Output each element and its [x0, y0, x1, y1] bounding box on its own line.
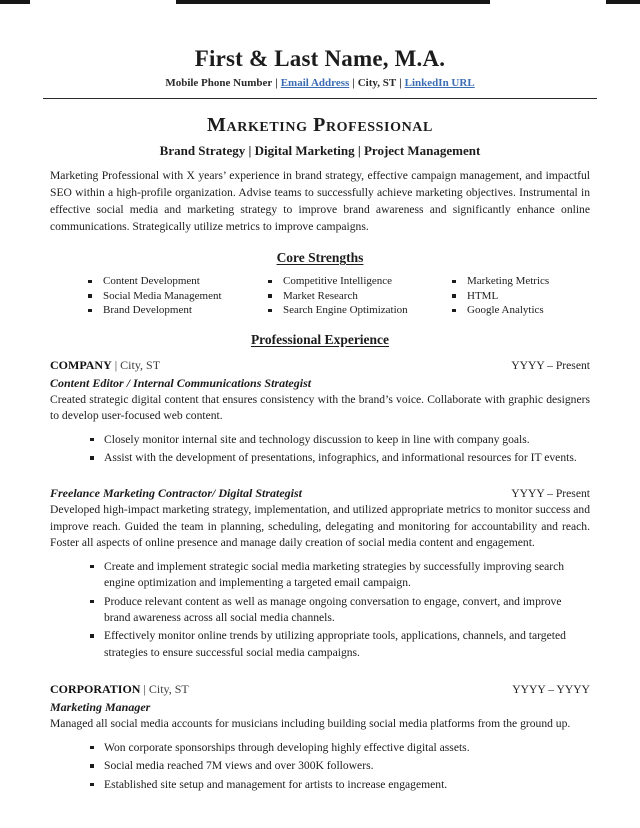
- job-company-row: [50, 681, 590, 698]
- core-strengths-heading: Core Strengths: [276, 250, 364, 266]
- candidate-name: First & Last Name, M.A.: [194, 46, 446, 71]
- strength-item: Marketing Metrics: [452, 274, 590, 289]
- company-line: [50, 357, 160, 373]
- top-edge-mark-right: [606, 0, 640, 4]
- top-edge-mark-left: [0, 0, 30, 4]
- job-bullet-list: [50, 740, 590, 793]
- strength-item: Search Engine Optimization: [268, 303, 452, 318]
- header-divider: [43, 98, 597, 99]
- job-bullet: Social media reached 7M views and over 300K followers.: [50, 758, 590, 774]
- strength-item: HTML: [452, 289, 590, 304]
- contact-separator: |: [399, 77, 402, 90]
- job-summary: Created strategic digital content that ensures consistency with the brand’s voice. Collaborate with graphic designers to develop user-focused web content.: [50, 392, 590, 423]
- strengths-column-2: [268, 274, 452, 318]
- company-line: [50, 681, 189, 697]
- contact-separator: |: [275, 77, 278, 90]
- strength-item: Social Media Management: [88, 289, 268, 304]
- strength-item: Competitive Intelligence: [268, 274, 452, 289]
- company-name: COMPANY: [50, 358, 112, 372]
- contact-line: [50, 77, 590, 89]
- job-bullet: Effectively monitor online trends by utilizing appropriate tools, applications, channels, and targeted strategies to ensure successful social media campaigns.: [50, 628, 590, 661]
- summary-paragraph: Marketing Professional with X years’ experience in brand strategy, effective campaign management, and impactful SEO within a high-profile organization. Advise teams to successfully achieve marketing objectives. Instrumental in effective social media and marketing strategy to improve brand awareness and significantly enhance online communications. Strategically utilize metrics to improve campaigns.: [50, 169, 590, 234]
- strength-item: Brand Development: [88, 303, 268, 318]
- profile-title: Marketing Professional: [207, 114, 433, 137]
- company-name: CORPORATION: [50, 682, 141, 697]
- specialties-line: Brand Strategy | Digital Marketing | Project Management: [159, 143, 481, 159]
- job-bullet-list: [50, 432, 590, 467]
- job-summary: Managed all social media accounts for musicians including building social media platforms from the ground up.: [50, 717, 571, 731]
- job-company-row: [50, 357, 590, 374]
- job-title: Freelance Marketing Contractor/ Digital Strategist: [50, 485, 303, 500]
- job-dates: YYYY – Present: [511, 359, 590, 372]
- job-entry-1: [50, 357, 590, 467]
- job-bullet: Established site setup and management for artists to increase engagement.: [50, 777, 590, 793]
- location-text: City, ST: [357, 77, 397, 90]
- company-location: | City, ST: [143, 682, 189, 697]
- job-dates: YYYY – YYYY: [512, 683, 590, 697]
- professional-experience-heading: Professional Experience: [250, 332, 390, 347]
- core-strengths-columns: [50, 274, 590, 318]
- strengths-column-1: [88, 274, 268, 318]
- job-title-row: [50, 484, 590, 502]
- strength-item: Google Analytics: [452, 303, 590, 318]
- job-summary: Developed high-impact marketing strategy, implementation, and utilized appropriate metrics to monitor success and improve reach. Guided the team in planning, scheduling, delegating and monitoring for accountability and reach. Foster all aspects of online presence and manage daily creation of social media content and engagement.: [50, 503, 590, 550]
- company-location: | City, ST: [114, 358, 161, 372]
- phone-text: Mobile Phone Number: [165, 77, 273, 90]
- strength-item: Content Development: [88, 274, 268, 289]
- job-entry-3: [50, 681, 590, 793]
- contact-separator: |: [352, 77, 355, 90]
- job-bullet: Closely monitor internal site and technology discussion to keep in line with company goals.: [50, 432, 590, 448]
- job-title: Content Editor / Internal Communications Strategist: [50, 375, 312, 390]
- top-edge-mark-middle: [176, 0, 490, 4]
- job-bullet: Won corporate sponsorships through developing highly effective digital assets.: [50, 740, 590, 756]
- job-dates: YYYY – Present: [511, 486, 590, 500]
- job-bullet: Create and implement strategic social media marketing strategies by successfully improving search engine optimization and implementing a targeted email campaign.: [50, 559, 590, 592]
- job-bullet: Assist with the development of presentations, infographics, and informational resources for IT events.: [50, 450, 590, 466]
- linkedin-link[interactable]: LinkedIn URL: [404, 77, 475, 90]
- strength-item: Market Research: [268, 289, 452, 304]
- job-entry-2: [50, 484, 590, 662]
- job-title: Marketing Manager: [50, 700, 151, 714]
- job-bullet-list: [50, 559, 590, 662]
- job-bullet: Produce relevant content as well as manage ongoing conversation to engage, convert, and improve brand awareness across all social media channels.: [50, 594, 590, 627]
- email-link[interactable]: Email Address: [280, 77, 350, 90]
- strengths-column-3: [452, 274, 590, 318]
